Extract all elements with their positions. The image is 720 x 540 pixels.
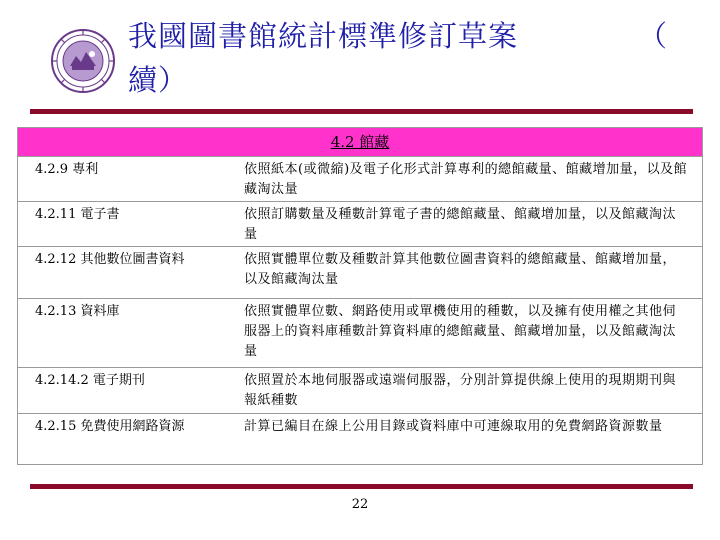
- definition-cell: 計算已編目在線上公用目錄或資料庫中可連線取用的免費網路資源數量: [244, 419, 663, 434]
- top-divider: [30, 109, 693, 114]
- term-cell: 4.2.12 其他數位圖書資料: [35, 252, 185, 267]
- definition-cell: 依照訂購數量及種數計算電子書的總館藏量、館藏增加量，以及館藏淘汰量: [244, 207, 677, 242]
- term-cell: 4.2.15 免費使用網路資源: [35, 419, 185, 434]
- table-row: [18, 157, 702, 202]
- table-row: [18, 299, 702, 368]
- page-title: [128, 14, 678, 102]
- section-title: 4.2 館藏: [330, 133, 390, 151]
- term-cell: 4.2.11 電子書: [35, 207, 120, 222]
- logo-seal: [50, 28, 116, 94]
- table-row: [18, 414, 702, 464]
- term-cell: 4.2.13 資料庫: [35, 304, 120, 319]
- table-row: [18, 247, 702, 299]
- definition-cell: 依照實體單位數及種數計算其他數位圖書資料的總館藏量、館藏增加量，以及館藏淘汰量: [244, 252, 677, 287]
- page-number: 22: [351, 497, 369, 512]
- title-paren: （: [638, 19, 669, 53]
- table-header: [18, 128, 702, 157]
- table-row: [18, 368, 702, 414]
- definition-table: [17, 127, 703, 465]
- title-line-2: 續）: [128, 63, 189, 97]
- term-cell: 4.2.14.2 電子期刊: [35, 373, 145, 388]
- table-row: [18, 202, 702, 247]
- definition-cell: 依照置於本地伺服器或遠端伺服器，分別計算提供線上使用的現期期刊與報紙種數: [244, 373, 677, 408]
- definition-cell: 依照實體單位數、網路使用或單機使用的種數，以及擁有使用權之其他伺服器上的資料庫種數計算資料庫的總館藏量、館藏增加量，以及館藏淘汰量: [244, 304, 677, 359]
- title-line-1: 我國圖書館統計標準修訂草案: [128, 19, 519, 53]
- term-cell: 4.2.9 專利: [35, 162, 99, 177]
- definition-cell: 依照紙本(或微縮)及電子化形式計算專利的總館藏量、館藏增加量，以及館藏淘汰量: [244, 162, 688, 197]
- bottom-divider: [30, 484, 693, 489]
